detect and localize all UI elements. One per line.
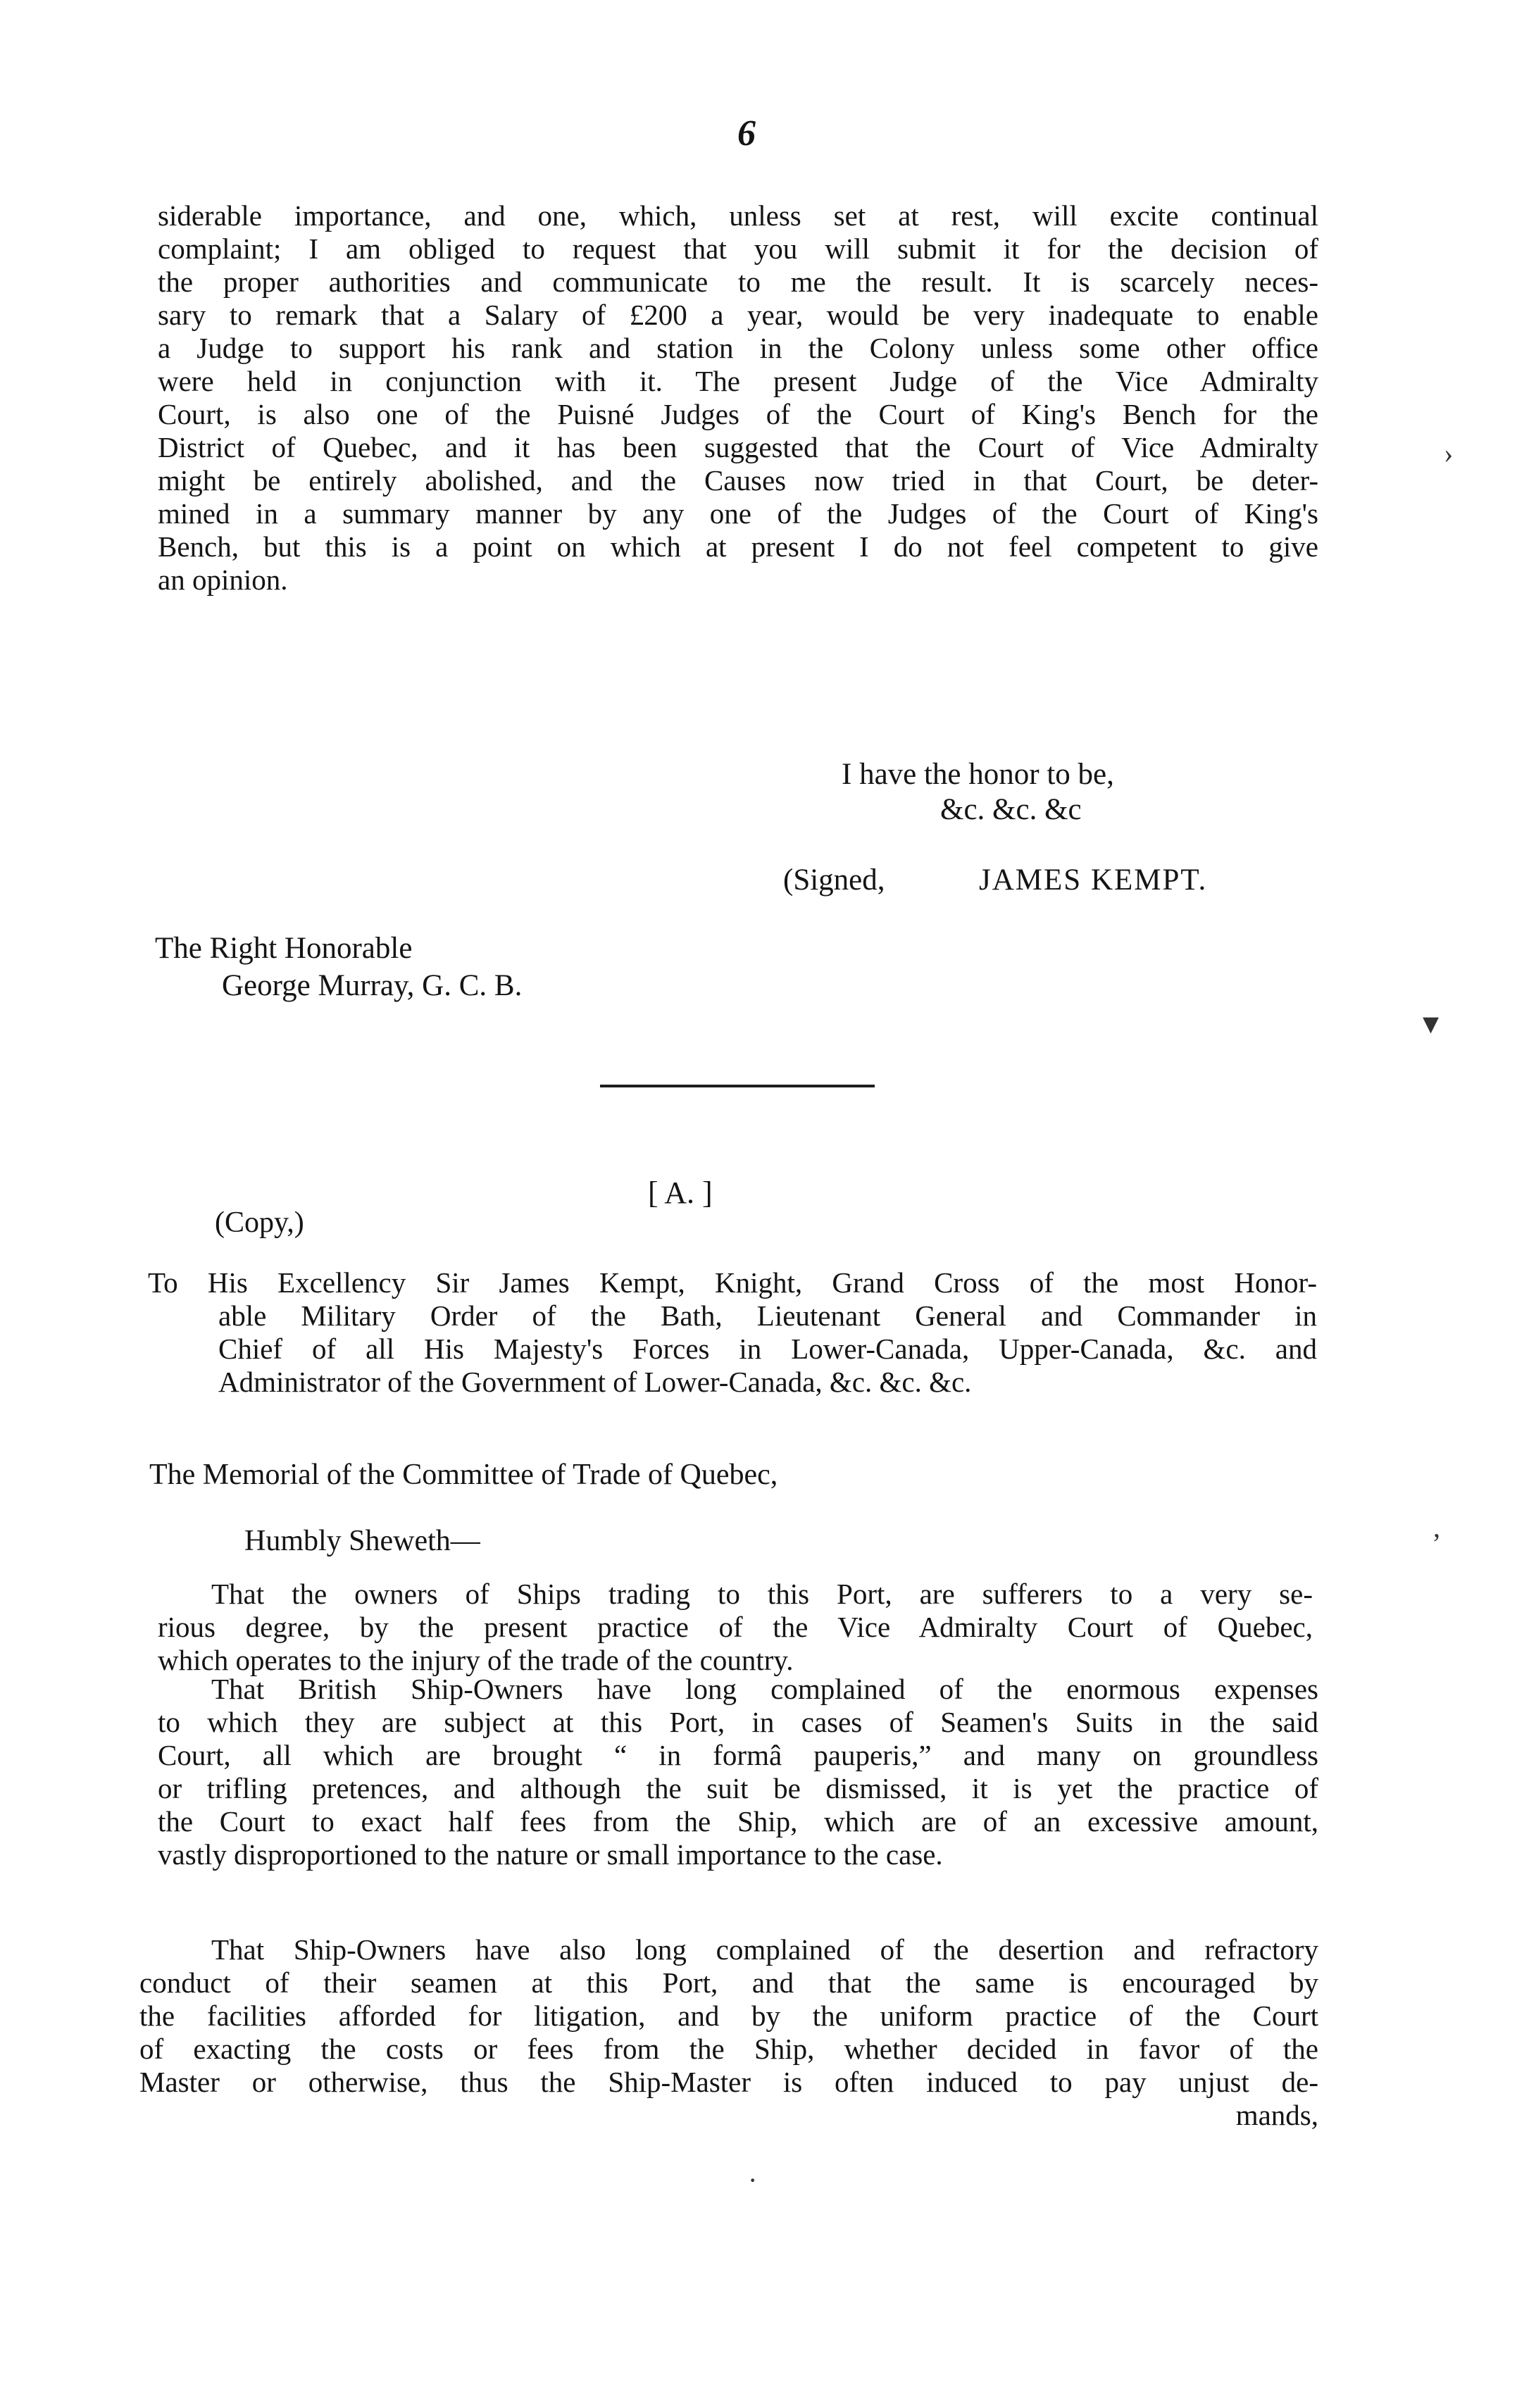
text-line: District of Quebec, and it has been suggested that the Court of Vice Admiralty (158, 431, 1318, 463)
address-line: Chief of all His Majesty's Forces in Lower-Canada, Upper-Canada, &c. and (218, 1333, 1317, 1365)
recipient-title: The Right Honorable (155, 932, 413, 965)
memorial-title: The Memorial of the Committee of Trade of Quebec, (149, 1459, 778, 1491)
text-line: Court, all which are brought “ in formâ pauperis,” and many on groundless (158, 1739, 1318, 1771)
section-mark: [ A. ] (648, 1175, 713, 1210)
signed-label: (Signed, (783, 863, 885, 897)
scan-mark: ▾ (1423, 1005, 1440, 1041)
text-line: the Court to exact half fees from the Ship, which are of an excessive amount, (158, 1805, 1318, 1838)
text-line: which operates to the injury of the trade of the country. (158, 1644, 794, 1676)
text-line: sary to remark that a Salary of £200 a year, would be very inadequate to enable (158, 299, 1318, 331)
text-line: or trifling pretences, and although the suit be dismissed, it is yet the practice of (158, 1772, 1318, 1804)
text-line: to which they are subject at this Port, in cases of Seamen's Suits in the said (158, 1706, 1318, 1738)
text-line: complaint; I am obliged to request that you will submit it for the decision of (158, 232, 1318, 265)
text-line: were held in conjunction with it. The present Judge of the Vice Admiralty (158, 365, 1318, 397)
text-line: an opinion. (158, 563, 288, 596)
text-line: the facilities afforded for litigation, and by the uniform practice of the Court (139, 2000, 1318, 2032)
catchword: mands, (1235, 2099, 1318, 2131)
text-line: Bench, but this is a point on which at present I do not feel competent to give (158, 530, 1318, 563)
paragraph-continuation (158, 199, 1318, 597)
text-line: might be entirely abolished, and the Causes now tried in that Court, be deter- (158, 464, 1318, 497)
scan-mark: › (1444, 437, 1454, 469)
copy-label: (Copy,) (215, 1206, 304, 1239)
address-line: able Military Order of the Bath, Lieutenant General and Commander in (218, 1299, 1317, 1332)
text-line: vastly disproportioned to the nature or small importance to the case. (158, 1838, 943, 1871)
signature-name: JAMES KEMPT. (979, 863, 1208, 897)
page-number: 6 (737, 113, 756, 154)
closing-etc: &c. &c. &c (940, 793, 1082, 826)
text-line: That the owners of Ships trading to this Port, are sufferers to a very se- (211, 1578, 1313, 1610)
text-line: rious degree, by the present practice of the Vice Admiralty Court of Quebec, (158, 1611, 1313, 1643)
text-line: That British Ship-Owners have long complained of the enormous expenses (211, 1673, 1318, 1705)
scan-mark: , (1433, 1511, 1440, 1543)
humbly-sheweth: Humbly Sheweth— (244, 1525, 480, 1557)
memorial-address (148, 1266, 1317, 1399)
address-line: Administrator of the Government of Lower-Canada, &c. &c. &c. (218, 1366, 972, 1398)
text-line: the proper authorities and communicate to me the result. It is scarcely neces- (158, 266, 1318, 298)
recipient-name: George Murray, G. C. B. (222, 969, 523, 1002)
closing-line: I have the honor to be, (842, 758, 1114, 791)
section-divider (600, 1085, 875, 1087)
paragraph-owners (158, 1578, 1313, 1677)
paragraph-desertion (139, 1933, 1318, 2132)
text-line: Court, is also one of the Puisné Judges of the Court of King's Bench for the (158, 398, 1318, 430)
text-line: Master or otherwise, thus the Ship-Master is often induced to pay unjust de- (139, 2066, 1318, 2098)
text-line: a Judge to support his rank and station in the Colony unless some other office (158, 332, 1318, 364)
paragraph-expenses (158, 1673, 1318, 1871)
scan-mark: · (748, 2164, 758, 2196)
text-line: mined in a summary manner by any one of the Judges of the Court of King's (158, 497, 1318, 530)
text-line: conduct of their seamen at this Port, and that the same is encouraged by (139, 1966, 1318, 1999)
address-line: To His Excellency Sir James Kempt, Knight, Grand Cross of the most Honor- (148, 1266, 1317, 1299)
text-line: of exacting the costs or fees from the Ship, whether decided in favor of the (139, 2033, 1318, 2065)
text-line: siderable importance, and one, which, unless set at rest, will excite continual (158, 199, 1318, 232)
text-line: That Ship-Owners have also long complained of the desertion and refractory (211, 1933, 1318, 1966)
